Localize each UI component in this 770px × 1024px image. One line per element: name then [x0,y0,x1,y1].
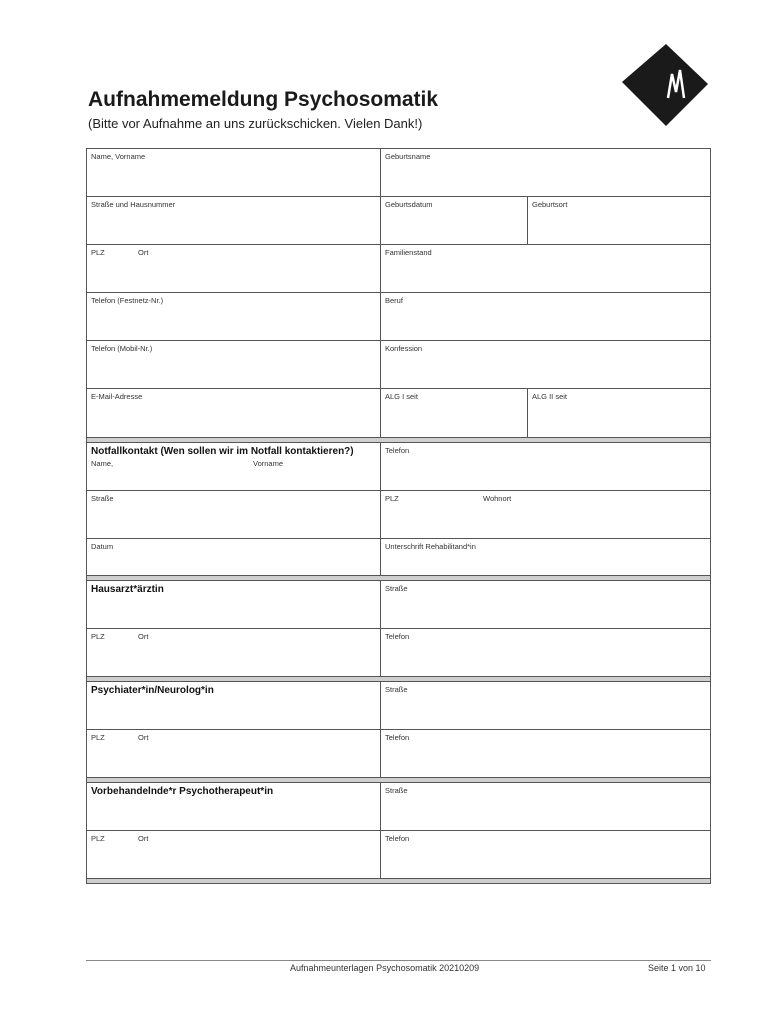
field-psychiater-plz-ort[interactable] [87,730,381,777]
label-geburtsort: Geburtsort [532,200,568,209]
label-notfall-wohnort: Wohnort [483,494,512,503]
therapeut-header: Vorbehandelnde*r Psychotherapeut*in [91,786,274,797]
label-unterschrift: Unterschrift Rehabilitand*in [385,542,476,551]
label-hausarzt-plz: PLZ [91,632,105,641]
label-telefon-mobil: Telefon (Mobil-Nr.) [91,344,153,353]
page-subtitle: (Bitte vor Aufnahme an uns zurückschicken. Vielen Dank!) [88,116,423,131]
field-familienstand[interactable] [381,245,710,292]
organization-logo [618,42,710,128]
label-geburtsname: Geburtsname [385,152,431,161]
label-email: E-Mail-Adresse [91,392,143,401]
field-hausarzt-telefon[interactable] [381,629,710,676]
hausarzt-header: Hausarzt*ärztin [91,584,164,595]
psychiater-header: Psychiater*in/Neurolog*in [91,685,214,696]
label-notfall-strasse: Straße [91,494,114,503]
label-beruf: Beruf [385,296,403,305]
field-beruf[interactable] [381,293,710,340]
field-therapeut-strasse[interactable] [381,783,710,830]
row-name [86,148,711,197]
row-notfall-address [86,491,711,539]
intake-form [86,148,711,884]
row-telefon-mobil [86,341,711,389]
label-notfall-name: Name, [91,459,114,468]
field-therapeut-name[interactable] [87,783,381,830]
logo-diamond-shape [622,44,708,126]
field-hausarzt-plz-ort[interactable] [87,629,381,676]
row-notfall-signature [86,539,711,576]
field-notfall-name[interactable] [87,443,381,490]
field-geburtsname[interactable] [381,149,710,196]
row-notfall-header [86,443,711,491]
label-hausarzt-telefon: Telefon [385,632,410,641]
row-therapeut-header [86,783,711,831]
row-hausarzt-plz [86,629,711,677]
page-title: Aufnahmemeldung Psychosomatik [88,88,439,111]
label-hausarzt-strasse: Straße [385,584,408,593]
label-ort: Ort [138,248,149,257]
footer-divider [86,960,711,961]
label-plz: PLZ [91,248,105,257]
label-notfall-vorname: Vorname [253,459,284,468]
row-hausarzt-header [86,581,711,629]
label-familienstand: Familienstand [385,248,432,257]
field-geburtsdatum[interactable] [381,197,528,244]
label-therapeut-strasse: Straße [385,786,408,795]
field-notfall-strasse[interactable] [87,491,381,538]
label-psychiater-plz: PLZ [91,733,105,742]
field-therapeut-telefon[interactable] [381,831,710,878]
row-email [86,389,711,438]
label-alg2: ALG II seit [532,392,568,401]
field-telefon-mobil[interactable] [87,341,381,388]
field-psychiater-telefon[interactable] [381,730,710,777]
row-plz-ort [86,245,711,293]
notfall-header: Notfallkontakt (Wen sollen wir im Notfall kontaktieren?) [91,446,354,457]
label-therapeut-plz: PLZ [91,834,105,843]
row-therapeut-plz [86,831,711,879]
field-psychiater-name[interactable] [87,682,381,729]
label-geburtsdatum: Geburtsdatum [385,200,433,209]
label-datum: Datum [91,542,114,551]
field-datum[interactable] [87,539,381,575]
field-unterschrift[interactable] [381,539,710,575]
field-strasse-hausnummer[interactable] [87,197,381,244]
field-alg1[interactable] [381,389,528,437]
label-hausarzt-ort: Ort [138,632,149,641]
label-name-vorname: Name, Vorname [91,152,146,161]
row-address [86,197,711,245]
field-notfall-telefon[interactable] [381,443,710,490]
label-notfall-plz: PLZ [385,494,399,503]
label-strasse-hausnummer: Straße und Hausnummer [91,200,176,209]
field-notfall-plz-wohnort[interactable] [381,491,710,538]
label-psychiater-strasse: Straße [385,685,408,694]
field-plz-ort[interactable] [87,245,381,292]
row-psychiater-header [86,682,711,730]
field-geburtsort[interactable] [528,197,710,244]
field-telefon-festnetz[interactable] [87,293,381,340]
field-hausarzt-name[interactable] [87,581,381,628]
field-name-vorname[interactable] [87,149,381,196]
label-telefon-festnetz: Telefon (Festnetz-Nr.) [91,296,164,305]
section-separator [86,879,711,884]
field-therapeut-plz-ort[interactable] [87,831,381,878]
row-psychiater-plz [86,730,711,778]
row-telefon-festnetz [86,293,711,341]
label-konfession: Konfession [385,344,423,353]
footer-document-name: Aufnahmeunterlagen Psychosomatik 20210209 [290,963,480,973]
label-psychiater-ort: Ort [138,733,149,742]
field-alg2[interactable] [528,389,710,437]
label-psychiater-telefon: Telefon [385,733,410,742]
label-notfall-telefon: Telefon [385,446,410,455]
label-therapeut-ort: Ort [138,834,149,843]
field-hausarzt-strasse[interactable] [381,581,710,628]
field-konfession[interactable] [381,341,710,388]
label-therapeut-telefon: Telefon [385,834,410,843]
label-alg1: ALG I seit [385,392,418,401]
footer-page-number: Seite 1 von 10 [648,963,706,973]
field-psychiater-strasse[interactable] [381,682,710,729]
field-email[interactable] [87,389,381,437]
